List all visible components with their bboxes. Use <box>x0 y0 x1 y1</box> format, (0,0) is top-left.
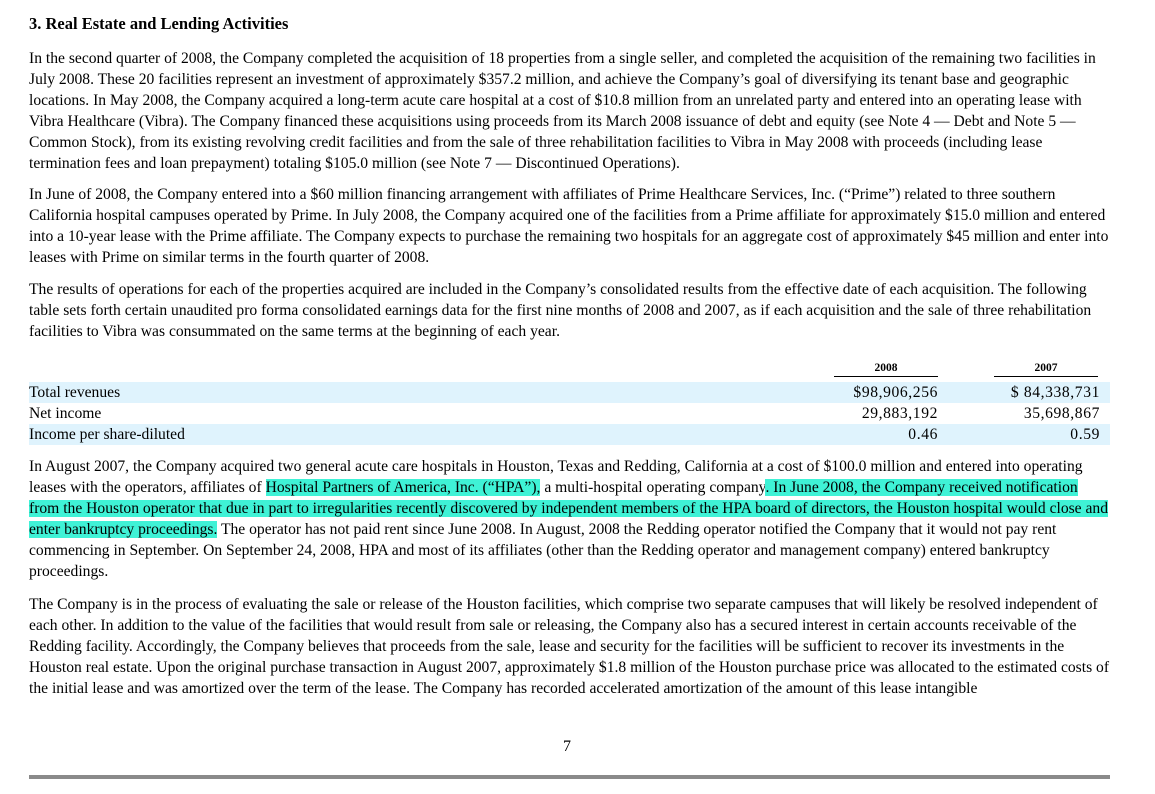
column-header-2008: 2008 <box>834 362 938 377</box>
text-segment: In August 2007, the Company acquired two general acute care hospitals in Houston, Texas and Redding, California at a cost of $100.0 million and entered into operating leases with the operators, affiliates of <box>29 458 1083 496</box>
highlighted-text-houston-closure: . In June 2008, the Company received notification from the Houston operator that due in part to irregularities recently discovered by independent members of the HPA board of directors, the Houston hospital would close and enter bankruptcy proceedings. <box>29 479 1109 538</box>
highlighted-text-hpa: Hospital Partners of America, Inc. (“HPA”), <box>265 479 541 496</box>
row-label-total-revenues: Total revenues <box>29 384 121 401</box>
paragraph-houston-evaluation: The Company is in the process of evaluating the sale or release of the Houston facilities, which comprise two separate campuses that will likely be resolved independent of each other. In addition to the value of the facilities that would result from sale or releasing, the Company also has a secured interest in certain accounts receivable of the Redding facility. Accordingly, the Company believes that proceeds from the sale, lease and security for the facilities will be sufficient to recover its investments in the Houston real estate. Upon the original purchase transaction in August 2007, approximately $1.8 million of the Houston purchase price was allocated to the estimated costs of the initial lease and was amortized over the term of the lease. The Company has recorded accelerated amortization of the amount of this lease intangible <box>29 596 1110 697</box>
row-label-net-income: Net income <box>29 405 102 422</box>
page-number: 7 <box>563 738 571 755</box>
row-label-income-per-share: Income per share-diluted <box>29 426 185 443</box>
text-segment: The operator has not paid rent since June 2008. In August, 2008 the Redding operator notified the Company that it would not pay rent commencing in September. On September 24, 2008, HPA and most of its affiliates (other than the Redding operator and management company) entered bankruptcy proceedings. <box>29 521 1057 580</box>
cell-income-per-share-2008: 0.46 <box>908 426 938 443</box>
table-row <box>29 382 1110 403</box>
paragraph-pro-forma-intro: The results of operations for each of the properties acquired are included in the Company’s consolidated results from the effective date of each acquisition. The following table sets forth certain unaudited pro forma consolidated earnings data for the first nine months of 2008 and 2007, as if each acquisition and the sale of three rehabilitation facilities to Vibra was consummated on the same terms at the beginning of each year. <box>29 281 1092 340</box>
column-header-2007: 2007 <box>994 362 1098 377</box>
cell-net-income-2007: 35,698,867 <box>1023 405 1100 422</box>
section-heading: 3. Real Estate and Lending Activities <box>29 14 289 33</box>
cell-net-income-2008: 29,883,192 <box>861 405 938 422</box>
footer-divider <box>29 775 1110 779</box>
cell-total-revenues-2007: $ 84,338,731 <box>1010 384 1100 401</box>
paragraph-hpa-hospitals <box>29 456 1110 582</box>
text-segment: a multi-hospital operating company <box>540 479 766 496</box>
paragraph-acquisitions: In the second quarter of 2008, the Company completed the acquisition of 18 properties from a single seller, and completed the acquisition of the remaining two facilities in July 2008. These 20 facilities represent an investment of approximately $357.2 million, and achieve the Company’s goal of diversifying its tenant base and geographic locations. In May 2008, the Company acquired a long-term acute care hospital at a cost of $10.8 million from an unrelated party and entered into an operating lease with Vibra Healthcare (Vibra). The Company financed these acquisitions using proceeds from its March 2008 issuance of debt and equity (see Note 4 — Debt and Note 5 — Common Stock), from its existing revolving credit facilities and from the sale of three rehabilitation facilities to Vibra in May 2008 with proceeds (including lease termination fees and loan prepayment) totaling $105.0 million (see Note 7 — Discontinued Operations). <box>29 50 1096 172</box>
paragraph-prime-financing: In June of 2008, the Company entered into a $60 million financing arrangement with affiliates of Prime Healthcare Services, Inc. (“Prime”) related to three southern California hospital campuses operated by Prime. In July 2008, the Company acquired one of the facilities from a Prime affiliate for approximately $15.0 million and entered into a 10-year lease with the Prime affiliate. The Company expects to purchase the remaining two hospitals for an aggregate cost of approximately $45 million and enter into leases with Prime on similar terms in the fourth quarter of 2008. <box>29 186 1109 266</box>
table-row <box>29 424 1110 445</box>
cell-total-revenues-2008: $98,906,256 <box>853 384 938 401</box>
cell-income-per-share-2007: 0.59 <box>1070 426 1100 443</box>
table-row <box>29 403 1110 424</box>
